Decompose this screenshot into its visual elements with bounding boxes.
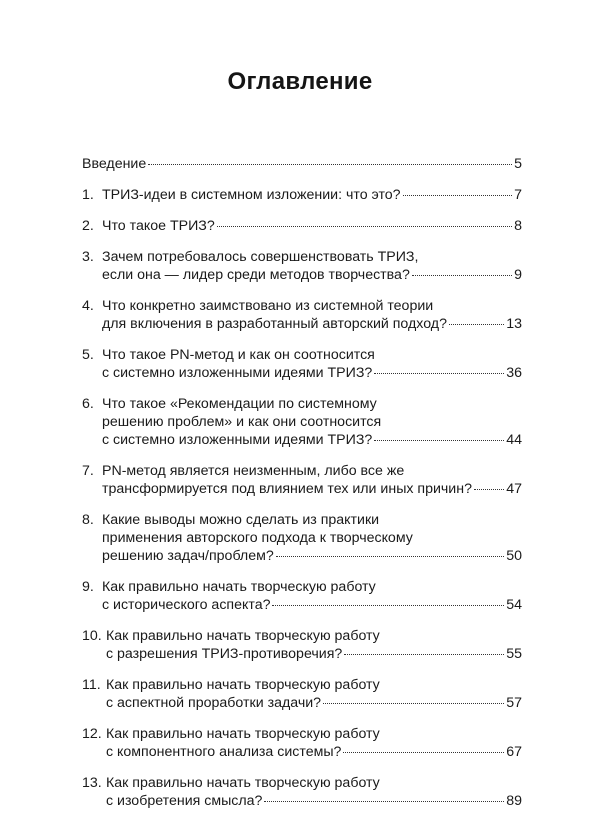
toc-entry-line: решению проблем» и как они соотносится xyxy=(102,414,382,430)
toc-page-number: 89 xyxy=(506,793,522,809)
toc-entry-number: 3. xyxy=(82,249,94,265)
toc-entry xyxy=(82,155,522,173)
toc-entry-line: применения авторского подхода к творческому xyxy=(102,530,413,546)
toc-entry-text xyxy=(82,155,522,173)
toc-entry-line: с изобретения смысла? xyxy=(106,793,263,809)
toc-entry-last-line xyxy=(82,155,522,173)
toc-entry-number: 9. xyxy=(82,579,94,595)
dot-leader xyxy=(343,752,504,753)
toc-entry-text xyxy=(106,676,522,712)
toc-entry-line: ТРИЗ-идеи в системном изложении: что это? xyxy=(102,187,401,203)
toc-entry-number: 5. xyxy=(82,347,94,363)
toc-entry xyxy=(82,462,522,498)
toc-entry-last-line xyxy=(106,743,522,761)
toc-entry xyxy=(82,676,522,712)
dot-leader xyxy=(474,489,504,490)
toc-entry-line: с аспектной проработки задачи? xyxy=(106,695,322,711)
toc-entry-last-line xyxy=(102,186,522,204)
toc-entry-last-line xyxy=(102,266,522,284)
toc-entry-text xyxy=(102,578,522,614)
toc-page-number: 47 xyxy=(506,481,522,497)
toc-entry-line: с системно изложенными идеями ТРИЗ? xyxy=(102,365,373,381)
toc-entry-line: трансформируется под влиянием тех или иных причин? xyxy=(102,481,472,497)
toc-entry-last-line xyxy=(102,596,522,614)
toc-entry-number: 2. xyxy=(82,218,94,234)
toc-entry-last-line xyxy=(102,364,522,382)
toc-entry xyxy=(82,627,522,663)
toc-entry-text xyxy=(102,346,522,382)
toc-page-number: 57 xyxy=(506,695,522,711)
toc-entry xyxy=(82,186,522,204)
toc-entry-line: Зачем потребовалось совершенствовать ТРИЗ, xyxy=(102,249,419,265)
toc-entry-number: 12. xyxy=(82,726,102,742)
toc-entry-number: 8. xyxy=(82,512,94,528)
toc-entry-last-line xyxy=(106,792,522,810)
dot-leader xyxy=(323,703,504,704)
dot-leader xyxy=(449,324,504,325)
toc-entry-line: Что такое PN-метод и как он соотносится xyxy=(102,347,375,363)
toc-entry xyxy=(82,578,522,614)
toc-entry-number: 6. xyxy=(82,396,94,412)
toc-page-number: 55 xyxy=(506,646,522,662)
toc-entry-last-line xyxy=(106,645,522,663)
toc-entry-text xyxy=(106,627,522,663)
toc-entry xyxy=(82,217,522,235)
toc-entry-number: 4. xyxy=(82,298,94,314)
dot-leader xyxy=(264,801,504,802)
toc-entry-last-line xyxy=(102,480,522,498)
dot-leader xyxy=(276,556,504,557)
toc-entry xyxy=(82,725,522,761)
toc-page-number: 50 xyxy=(506,548,522,564)
toc-entry-text xyxy=(102,186,522,204)
toc-page-number: 44 xyxy=(506,432,522,448)
toc-entry-line: с системно изложенными идеями ТРИЗ? xyxy=(102,432,373,448)
toc-entry-line: Что конкретно заимствовано из системной теории xyxy=(102,298,434,314)
toc-entry-text xyxy=(102,395,522,449)
toc-entry-last-line xyxy=(102,217,522,235)
dot-leader xyxy=(374,440,504,441)
toc-entry-line: Как правильно начать творческую работу xyxy=(106,726,380,742)
toc-entry-line: Как правильно начать творческую работу xyxy=(106,628,380,644)
toc-entry-text xyxy=(106,725,522,761)
dot-leader xyxy=(344,654,504,655)
toc-page-number: 8 xyxy=(514,218,522,234)
toc-entry-number: 1. xyxy=(82,187,94,203)
toc-entry-line: для включения в разработанный авторский подход? xyxy=(102,316,447,332)
toc-entry-number: 11. xyxy=(82,677,101,693)
dot-leader xyxy=(217,226,512,227)
toc-entry-line: с исторического аспекта? xyxy=(102,597,271,613)
toc-page-number: 54 xyxy=(506,597,522,613)
toc-entry-last-line xyxy=(102,315,522,333)
toc-entry-line: Что такое ТРИЗ? xyxy=(102,218,215,234)
toc-entry-line: если она — лидер среди методов творчества? xyxy=(102,267,410,283)
toc-entry xyxy=(82,297,522,333)
table-of-contents xyxy=(82,155,522,823)
toc-entry-line: PN-метод является неизменным, либо все же xyxy=(102,463,405,479)
toc-entry xyxy=(82,248,522,284)
toc-entry-text xyxy=(102,297,522,333)
dot-leader xyxy=(412,275,512,276)
toc-page-number: 36 xyxy=(506,365,522,381)
toc-entry-text xyxy=(102,248,522,284)
dot-leader xyxy=(374,373,504,374)
toc-entry-last-line xyxy=(106,694,522,712)
toc-entry-number: 7. xyxy=(82,463,94,479)
toc-entry-line: Как правильно начать творческую работу xyxy=(102,579,376,595)
toc-entry-text xyxy=(102,462,522,498)
dot-leader xyxy=(272,605,504,606)
toc-entry-line: с компонентного анализа системы? xyxy=(106,744,342,760)
toc-page-number: 7 xyxy=(514,187,522,203)
toc-entry-line: Как правильно начать творческую работу xyxy=(106,677,380,693)
toc-page-number: 13 xyxy=(506,316,522,332)
toc-entry xyxy=(82,395,522,449)
toc-entry-number: 10. xyxy=(82,628,102,644)
toc-entry xyxy=(82,774,522,810)
toc-entry-line: Введение xyxy=(82,156,147,172)
toc-page-number: 5 xyxy=(514,156,522,172)
dot-leader xyxy=(403,195,513,196)
toc-entry-text xyxy=(102,217,522,235)
page-title: Оглавление xyxy=(227,68,373,95)
toc-entry-text xyxy=(106,774,522,810)
dot-leader xyxy=(148,164,512,165)
toc-entry-last-line xyxy=(102,547,522,565)
toc-entry-line: Какие выводы можно сделать из практики xyxy=(102,512,380,528)
toc-entry xyxy=(82,346,522,382)
toc-entry-line: Что такое «Рекомендации по системному xyxy=(102,396,377,412)
toc-entry-number: 13. xyxy=(82,775,102,791)
toc-entry-line: решению задач/проблем? xyxy=(102,548,274,564)
toc-entry-last-line xyxy=(102,431,522,449)
toc-entry-text xyxy=(102,511,522,565)
toc-entry-line: с разрешения ТРИЗ-противоречия? xyxy=(106,646,343,662)
toc-page-number: 9 xyxy=(514,267,522,283)
toc-page-number: 67 xyxy=(506,744,522,760)
toc-entry xyxy=(82,511,522,565)
toc-entry-line: Как правильно начать творческую работу xyxy=(106,775,380,791)
